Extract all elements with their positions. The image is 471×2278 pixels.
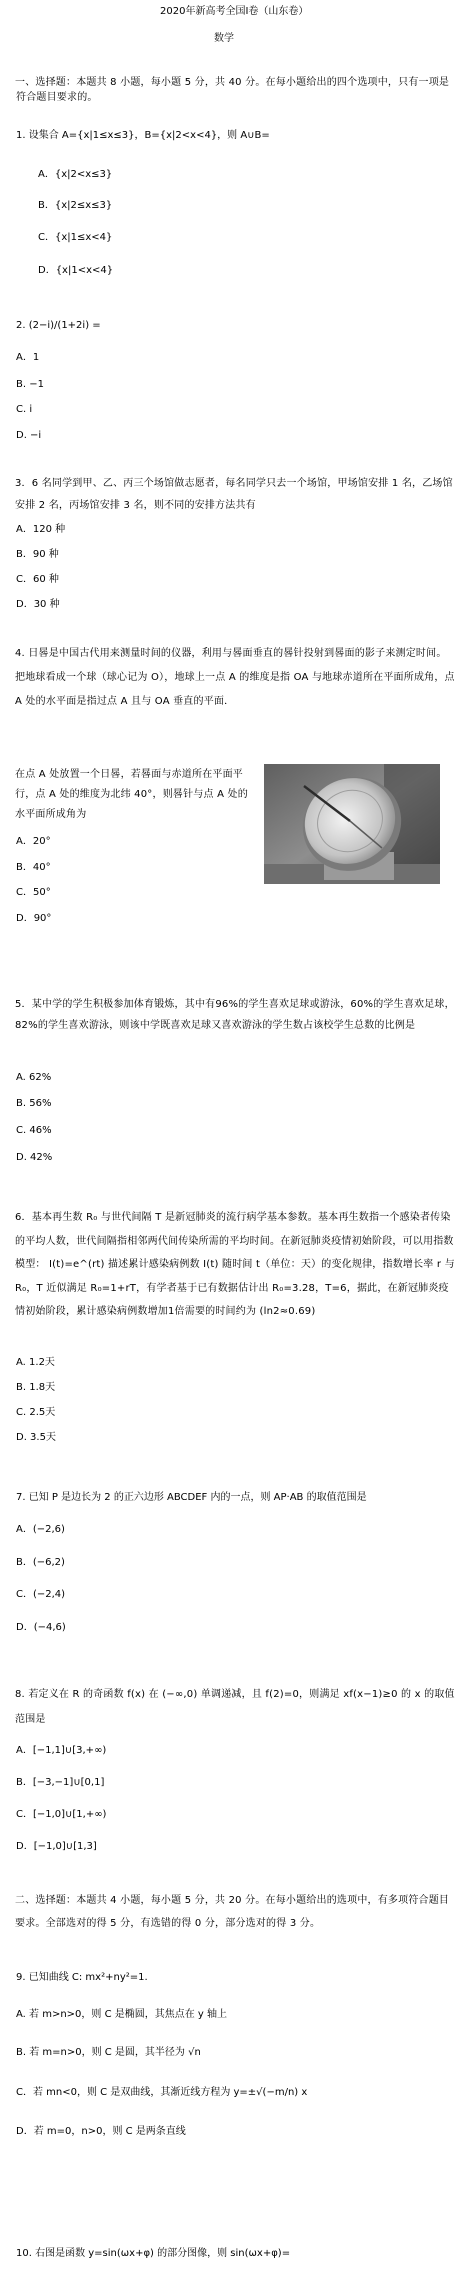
q3-option-b: B．90 种	[16, 549, 59, 560]
q9-option-c: C．若 mn<0，则 C 是双曲线，其渐近线方程为 y=±√(−m/n) x	[16, 2087, 308, 2098]
q4-option-b: B．40°	[16, 862, 51, 873]
q4-option-c: C．50°	[16, 887, 51, 898]
section-1-heading: 一、选择题：本题共 8 小题，每小题 5 分，共 40 分。在每小题给出的四个选项中，只有一项是符合题目要求的。	[15, 77, 450, 103]
q3-option-d: D．30 种	[16, 599, 60, 610]
q6-option-b: B. 1.8天	[16, 1382, 56, 1393]
q5-stem: 5．某中学的学生积极参加体育锻炼，其中有96%的学生喜欢足球或游泳，60%的学生喜欢足球，82%的学生喜欢游泳，则该中学既喜欢足球又喜欢游泳的学生数占该校学生总数的比例是	[15, 999, 455, 1031]
section-2-heading: 二、选择题：本题共 4 小题，每小题 5 分，共 20 分。在每小题给出的选项中，有多项符合题目要求。全部选对的得 5 分，有选错的得 0 分，部分选对的得 3 分。	[15, 1895, 450, 1929]
q1-option-d: D．{x|1<x<4}	[38, 265, 114, 276]
q1-option-b: B．{x|2≤x≤3}	[38, 200, 113, 211]
q8-stem: 8. 若定义在 R 的奇函数 f(x) 在 (−∞,0) 单调递减，且 f(2)=0，则满足 xf(x−1)≥0 的 x 的取值范围是	[15, 1689, 455, 1725]
q6-option-d: D. 3.5天	[16, 1432, 56, 1443]
q10-stem: 10. 右图是函数 y=sin(ωx+φ) 的部分图像，则 sin(ωx+φ)=	[16, 2248, 291, 2259]
sundial-photo	[264, 764, 440, 884]
q2-option-a: A．1	[16, 352, 40, 363]
q4-option-d: D．90°	[16, 913, 52, 924]
q2-option-b: B. −1	[16, 379, 44, 390]
q5-option-c: C. 46%	[16, 1125, 52, 1136]
q3-option-c: C．60 种	[16, 574, 59, 585]
q8-option-d: D．[−1,0]∪[1,3]	[16, 1841, 97, 1852]
q4-stem: 4. 日晷是中国古代用来测量时间的仪器，利用与晷面垂直的晷针投射到晷面的影子来测定时间。把地球看成一个球（球心记为 O），地球上一点 A 的维度是指 OA 与地球赤道所在平面所成角，点 A 处的水平面是指过点 A 且与 OA 垂直的平面．	[15, 648, 455, 707]
q7-option-d: D．(−4,6)	[16, 1622, 66, 1633]
q4-stem-continued: 在点 A 处放置一个日晷，若晷面与赤道所在平面平行，点 A 处的维度为北纬 40°，则晷针与点 A 处的水平面所成角为	[15, 769, 248, 820]
q9-stem: 9. 已知曲线 C: mx²+ny²=1.	[16, 1972, 148, 1983]
q9-option-d: D．若 m=0，n>0，则 C 是两条直线	[16, 2126, 186, 2137]
q1-option-a: A．{x|2<x≤3}	[38, 169, 113, 180]
q3-option-a: A．120 种	[16, 524, 66, 535]
q7-option-c: C．(−2,4)	[16, 1589, 66, 1600]
q7-option-a: A．(−2,6)	[16, 1524, 65, 1535]
q2-option-d: D. −i	[16, 430, 42, 441]
page-title: 2020年新高考全国Ⅰ卷（山东卷）	[160, 6, 309, 17]
q9-option-a: A. 若 m>n>0，则 C 是椭圆，其焦点在 y 轴上	[16, 2009, 228, 2020]
q1-stem: 1. 设集合 A={x|1≤x≤3}，B={x|2<x<4}，则 A∪B=	[16, 130, 270, 141]
q4-option-a: A．20°	[16, 836, 51, 847]
q7-stem: 7. 已知 P 是边长为 2 的正六边形 ABCDEF 内的一点，则 AP·AB 的取值范围是	[16, 1492, 367, 1503]
q7-option-b: B．(−6,2)	[16, 1557, 65, 1568]
q5-option-b: B. 56%	[16, 1098, 52, 1109]
q6-option-c: C. 2.5天	[16, 1407, 56, 1418]
q3-stem: 3．6 名同学到甲、乙、丙三个场馆做志愿者，每名同学只去一个场馆，甲场馆安排 1 名，乙场馆安排 2 名，丙场馆安排 3 名，则不同的安排方法共有	[15, 478, 453, 511]
q8-option-b: B．[−3,−1]∪[0,1]	[16, 1777, 105, 1788]
q5-option-d: D. 42%	[16, 1152, 53, 1163]
q2-option-c: C. i	[16, 404, 33, 415]
q2-stem: 2. (2−i)/(1+2i) =	[16, 320, 101, 331]
q8-option-c: C．[−1,0]∪[1,+∞)	[16, 1809, 107, 1820]
q8-option-a: A．[−1,1]∪[3,+∞)	[16, 1745, 107, 1756]
page-subject: 数学	[214, 33, 234, 44]
q9-option-b: B. 若 m=n>0，则 C 是圆，其半径为 √n	[16, 2047, 201, 2058]
q6-stem: 6．基本再生数 R₀ 与世代间隔 T 是新冠肺炎的流行病学基本参数。基本再生数指一个感染者传染的平均人数，世代间隔指相邻两代间传染所需的平均时间。在新冠肺炎疫情初始阶段，可以用指数模型： I(t)=e^(rt) 描述累计感染病例数 I(t) 随时间 t（单位：天）的变化规律，指数增长率 r 与 R₀，T 近似满足 R₀=1+rT，有学者基于已有数据估计出 R₀=3.28，T=6，据此，在新冠肺炎疫情初始阶段，累计感染病例数增加1倍需要的时间约为 (ln2≈0.69)	[15, 1212, 455, 1317]
q6-option-a: A. 1.2天	[16, 1357, 55, 1368]
q5-option-a: A. 62%	[16, 1072, 52, 1083]
q1-option-c: C．{x|1≤x<4}	[38, 232, 113, 243]
